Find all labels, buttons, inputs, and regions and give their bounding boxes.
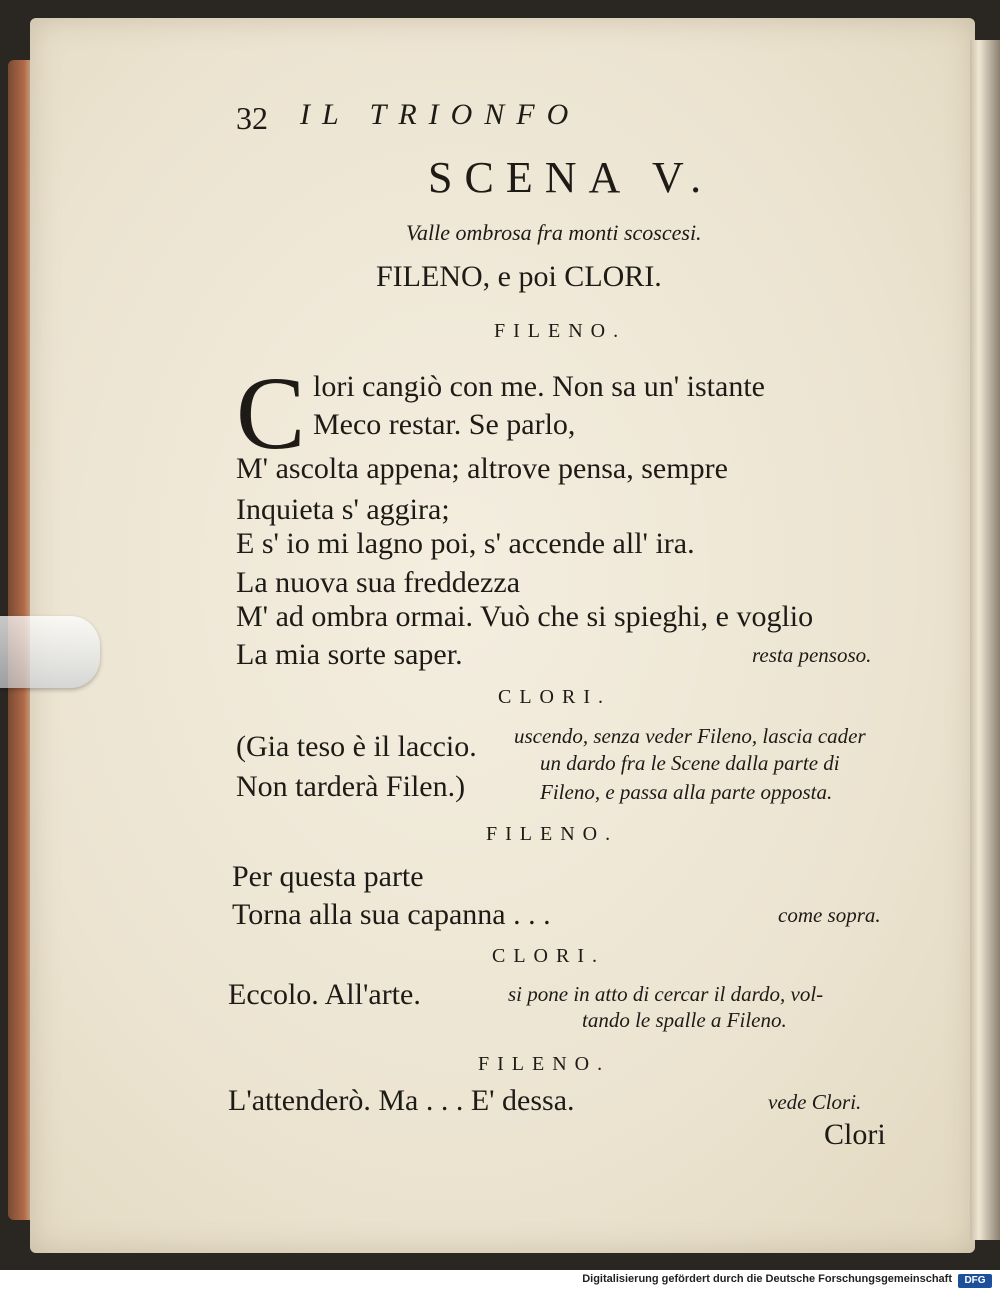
- speaker-label: FILENO.: [478, 1053, 611, 1075]
- verse-line: lori cangiò con me. Non sa un' istante: [313, 370, 765, 403]
- verse-line: L'attenderò. Ma . . . E' dessa.: [228, 1084, 575, 1117]
- verse-line: M' ascolta appena; altrove pensa, sempre: [236, 452, 728, 485]
- verse-line: La nuova sua freddezza: [236, 566, 521, 599]
- verse-line: Inquieta s' aggira;: [236, 493, 450, 526]
- scene-title: SCENA V.: [428, 153, 714, 202]
- scene-characters: FILENO, e poi CLORI.: [376, 260, 662, 293]
- stage-direction: si pone in atto di cercar il dardo, vol-: [508, 982, 824, 1006]
- page-number: 32: [236, 100, 268, 136]
- catchword: Clori: [824, 1118, 886, 1151]
- stage-direction: tando le spalle a Fileno.: [582, 1008, 787, 1032]
- running-head: IL TRIONFO: [300, 98, 581, 131]
- verse-line: Per questa parte: [232, 860, 424, 893]
- stage-direction: vede Clori.: [768, 1090, 862, 1114]
- stage-direction: un dardo fra le Scene dalla parte di: [540, 751, 840, 775]
- speaker-label: CLORI.: [498, 686, 611, 708]
- book-edge-right: [970, 40, 1000, 1240]
- verse-line: Non tarderà Filen.): [236, 770, 466, 803]
- page-clip: [0, 616, 100, 688]
- verse-line: M' ad ombra ormai. Vuò che si spieghi, e voglio: [236, 600, 814, 633]
- stage-direction: come sopra.: [778, 903, 881, 927]
- speaker-label: FILENO.: [494, 320, 627, 342]
- stage-direction: uscendo, senza veder Fileno, lascia cader: [514, 724, 866, 748]
- stage-direction: Fileno, e passa alla parte opposta.: [540, 780, 833, 804]
- verse-line: La mia sorte saper.: [236, 638, 463, 671]
- drop-cap: C: [236, 356, 306, 471]
- verse-line: (Gia teso è il laccio.: [236, 730, 477, 763]
- verse-line: Eccolo. All'arte.: [228, 978, 421, 1011]
- verse-line: Torna alla sua capanna . . .: [232, 898, 551, 931]
- speaker-label: FILENO.: [486, 823, 619, 845]
- verse-line: E s' io mi lagno poi, s' accende all' ira.: [236, 527, 695, 560]
- dfg-logo-icon: DFG: [958, 1274, 992, 1288]
- speaker-label: CLORI.: [492, 945, 605, 967]
- funding-notice: Digitalisierung gefördert durch die Deutsche Forschungsgemeinschaft: [582, 1273, 952, 1285]
- stage-direction: resta pensoso.: [752, 643, 872, 667]
- verse-line: Meco restar. Se parlo,: [313, 408, 576, 441]
- scene-setting: Valle ombrosa fra monti scoscesi.: [406, 220, 702, 245]
